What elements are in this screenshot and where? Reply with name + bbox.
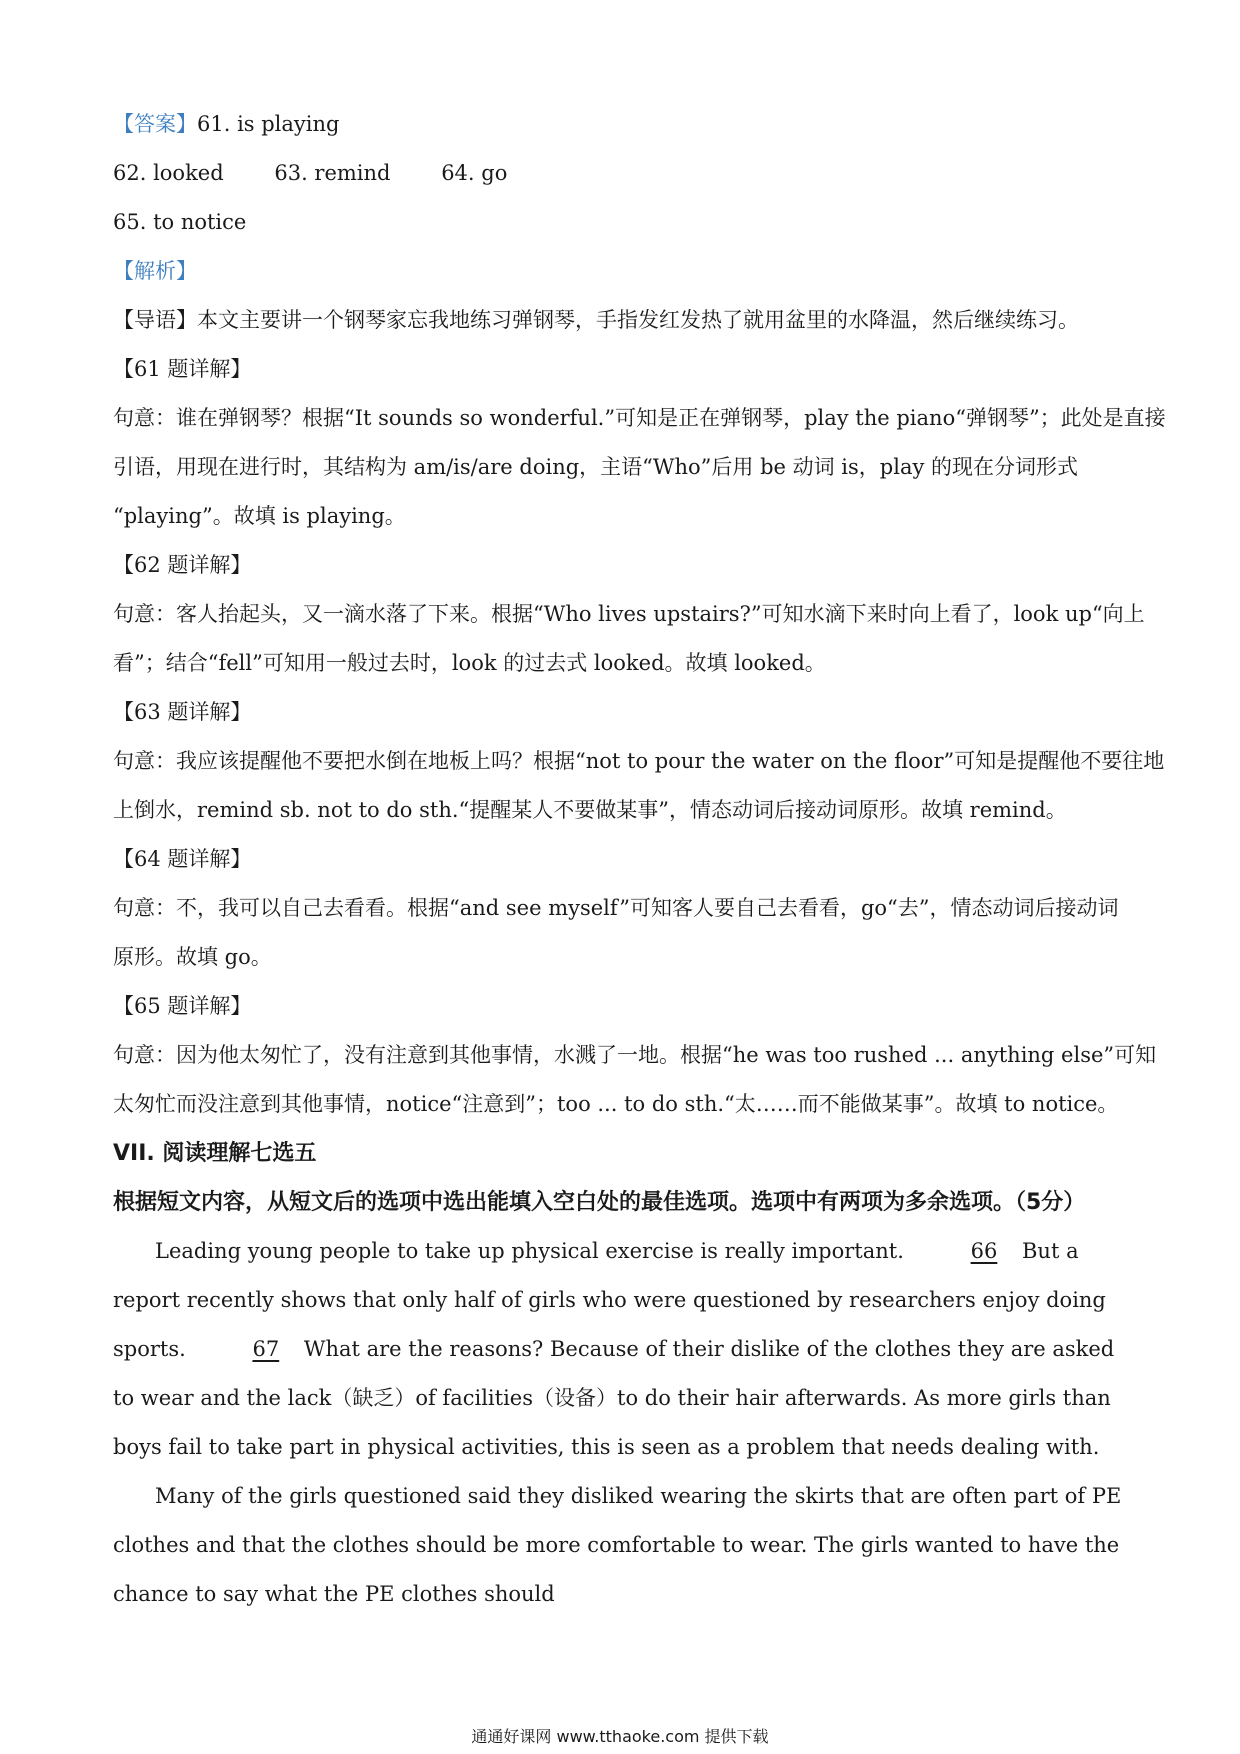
passage-paragraph-1 (113, 1227, 1133, 1472)
detail-line: 句意：不，我可以自己去看看。根据“and see myself”可知客人要自己去看看，go“去”，情态动词后接动词 (113, 896, 1119, 920)
answer-line (113, 100, 1133, 149)
detail-line: 看”；结合“fell”可知用一般过去时，look 的过去式 looked。故填 looked。 (113, 651, 826, 675)
detail-line: 太匆忙而没注意到其他事情，notice“注意到”；too ... to do sth.“太……而不能做某事”。故填 to notice。 (113, 1092, 1119, 1116)
answer-63: 63. remind (274, 161, 391, 185)
intro-text: 【导语】本文主要讲一个钢琴家忘我地练习弹钢琴，手指发红发热了就用盆里的水降温，然后继续练习。 (113, 308, 1079, 332)
detail-line: “playing”。故填 is playing。 (113, 504, 406, 528)
passage-text: What are the reasons? Because of their dislike of the clothes they are asked to wear and the lack（缺乏）of facilities（设备）to do their hair afterwards. As more girls than boys fail to take part in physical activities, this is seen as a problem that needs dealing with. (113, 1337, 1115, 1459)
detail-heading-65: 【65 题详解】 (113, 994, 252, 1018)
answer-65: 65. to notice (113, 210, 247, 234)
blank-66: 66 (970, 1239, 998, 1263)
answer-row (113, 149, 1133, 198)
blank-67: 67 (252, 1337, 280, 1361)
answer-61: 61. is playing (197, 112, 340, 136)
passage-paragraph-2: Many of the girls questioned said they disliked wearing the skirts that are often part of PE clothes and that the clothes should be more comfortable to wear. The girls wanted to have the chance to say what the PE clothes should (113, 1484, 1122, 1606)
detail-line: 原形。故填 go。 (113, 945, 272, 969)
answer-label: 【答案】 (113, 112, 197, 136)
answer-64: 64. go (441, 161, 508, 185)
detail-line: 句意：客人抬起头，又一滴水落了下来。根据“Who lives upstairs?”可知水滴下来时向上看了，look up“向上 (113, 602, 1145, 626)
detail-heading-62: 【62 题详解】 (113, 553, 252, 577)
analysis-label: 【解析】 (113, 259, 197, 283)
answer-62: 62. looked (113, 161, 224, 185)
section-title: VII. 阅读理解七选五 (113, 1141, 317, 1166)
detail-line: 句意：因为他太匆忙了，没有注意到其他事情，水溅了一地。根据“he was too rushed ... anything else”可知 (113, 1043, 1157, 1067)
detail-line: 引语，用现在进行时，其结构为 am/is/are doing，主语“Who”后用 be 动词 is，play 的现在分词形式 (113, 455, 1079, 479)
detail-line: 上倒水，remind sb. not to do sth.“提醒某人不要做某事”，情态动词后接动词原形。故填 remind。 (113, 798, 1067, 822)
section-instruction: 根据短文内容，从短文后的选项中选出能填入空白处的最佳选项。选项中有两项为多余选项。（5分） (113, 1190, 1086, 1215)
detail-line: 句意：谁在弹钢琴？根据“It sounds so wonderful.”可知是正在弹钢琴，play the piano“弹钢琴”；此处是直接 (113, 406, 1166, 430)
detail-heading-63: 【63 题详解】 (113, 700, 252, 724)
detail-heading-61: 【61 题详解】 (113, 357, 252, 381)
page-content (113, 100, 1166, 1619)
passage-text: Leading young people to take up physical exercise is really important. (155, 1239, 911, 1263)
page-footer: 通通好课网 www.tthaoke.com 提供下载 (471, 1727, 769, 1746)
detail-heading-64: 【64 题详解】 (113, 847, 252, 871)
detail-line: 句意：我应该提醒他不要把水倒在地板上吗？根据“not to pour the water on the floor”可知是提醒他不要往地 (113, 749, 1165, 773)
passage-text: But a report recently shows that only half of girls who were questioned by researchers enjoy doing sports. (113, 1239, 1106, 1361)
